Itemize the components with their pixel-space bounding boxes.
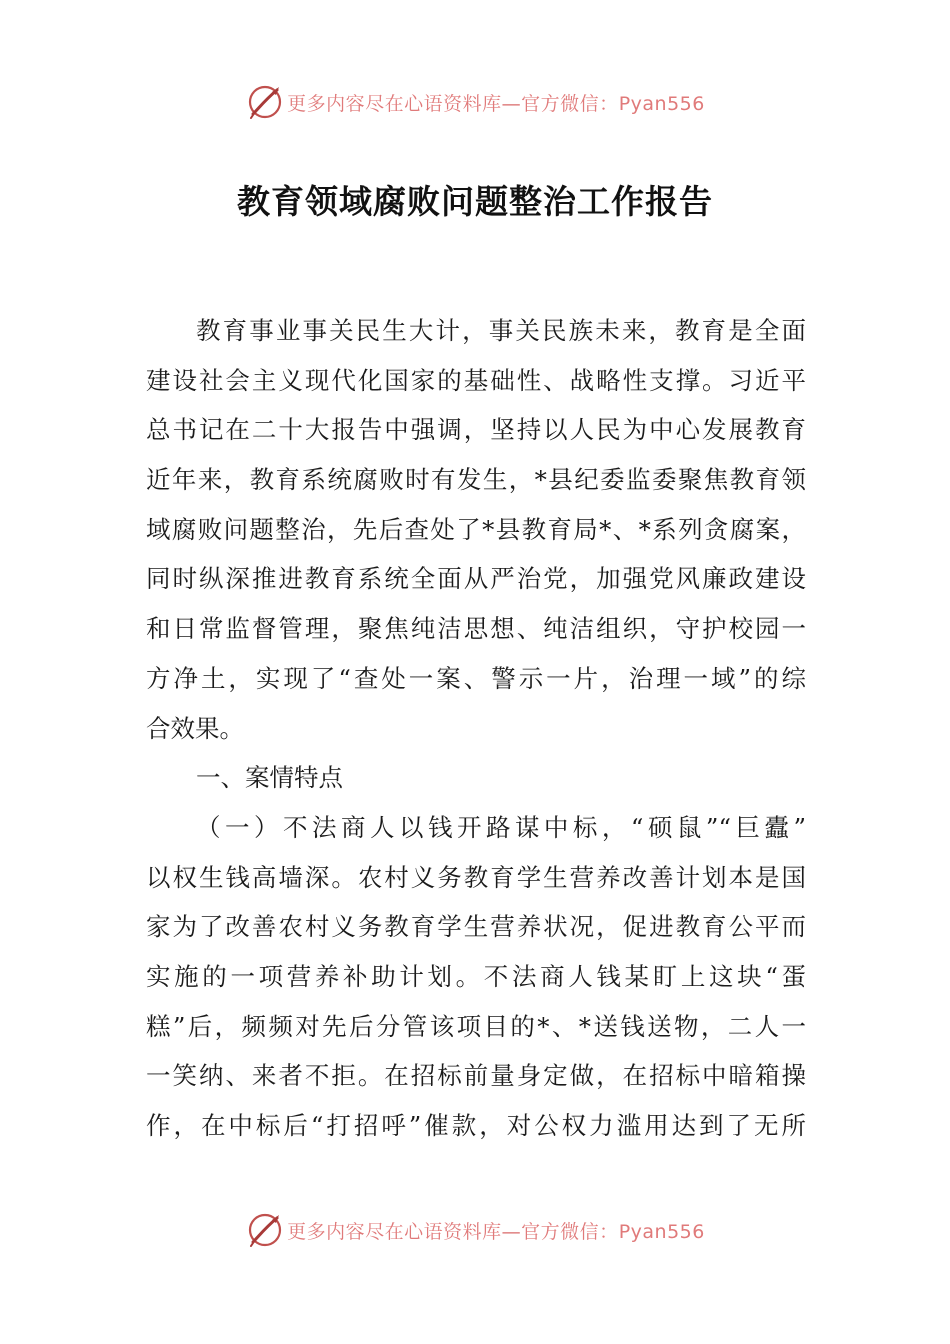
document-body bbox=[146, 306, 806, 1151]
text-line: 实施的一项营养补助计划。不法商人钱某盯上这块“蛋 bbox=[146, 961, 806, 991]
section-heading: 一、案情特点 bbox=[196, 763, 343, 793]
header-watermark bbox=[0, 80, 950, 124]
text-line: 域腐败问题整治，先后查处了*县教育局*、*系列贪腐案， bbox=[146, 514, 806, 544]
text-line: 合效果。 bbox=[146, 713, 244, 743]
text-line: 同时纵深推进教育系统全面从严治党，加强党风廉政建设 bbox=[146, 564, 806, 594]
text-line: 近年来，教育系统腐败时有发生，*县纪委监委聚焦教育领 bbox=[146, 465, 806, 495]
watermark-text: 更多内容尽在心语资料库—官方微信：Pyan556 bbox=[287, 1220, 705, 1243]
document-title: 教育领域腐败问题整治工作报告 bbox=[237, 182, 713, 221]
text-line: 总书记在二十大报告中强调，坚持以人民为中心发展教育 bbox=[146, 415, 806, 445]
text-line: 糕”后，频频对先后分管该项目的*、*送钱送物，二人一 bbox=[146, 1011, 806, 1041]
text-line: 教育事业事关民生大计，事关民族未来，教育是全面 bbox=[196, 316, 806, 345]
pen-logo-icon bbox=[245, 82, 285, 122]
text-line: 家为了改善农村义务教育学生营养状况，促进教育公平而 bbox=[146, 912, 806, 942]
text-line: 和日常监督管理，聚焦纯洁思想、纯洁组织，守护校园一 bbox=[146, 614, 806, 644]
watermark-text: 更多内容尽在心语资料库—官方微信：Pyan556 bbox=[287, 92, 705, 115]
subsection-heading: （一）不法商人以钱开路谋中标，“硕鼠”“巨蠹” bbox=[196, 812, 806, 842]
text-line: 建设社会主义现代化国家的基础性、战略性支撑。习近平 bbox=[146, 365, 806, 395]
text-line: 方净土，实现了“查处一案、警示一片，治理一域”的综 bbox=[146, 663, 806, 693]
text-line: 以权生钱高墙深。农村义务教育学生营养改善计划本是国 bbox=[146, 862, 806, 892]
text-line: 一笑纳、来者不拒。在招标前量身定做，在招标中暗箱操 bbox=[146, 1061, 806, 1091]
pen-logo-icon bbox=[245, 1210, 285, 1250]
text-line: 作，在中标后“打招呼”催款，对公权力滥用达到了无所 bbox=[146, 1111, 806, 1140]
footer-watermark bbox=[0, 1208, 950, 1252]
